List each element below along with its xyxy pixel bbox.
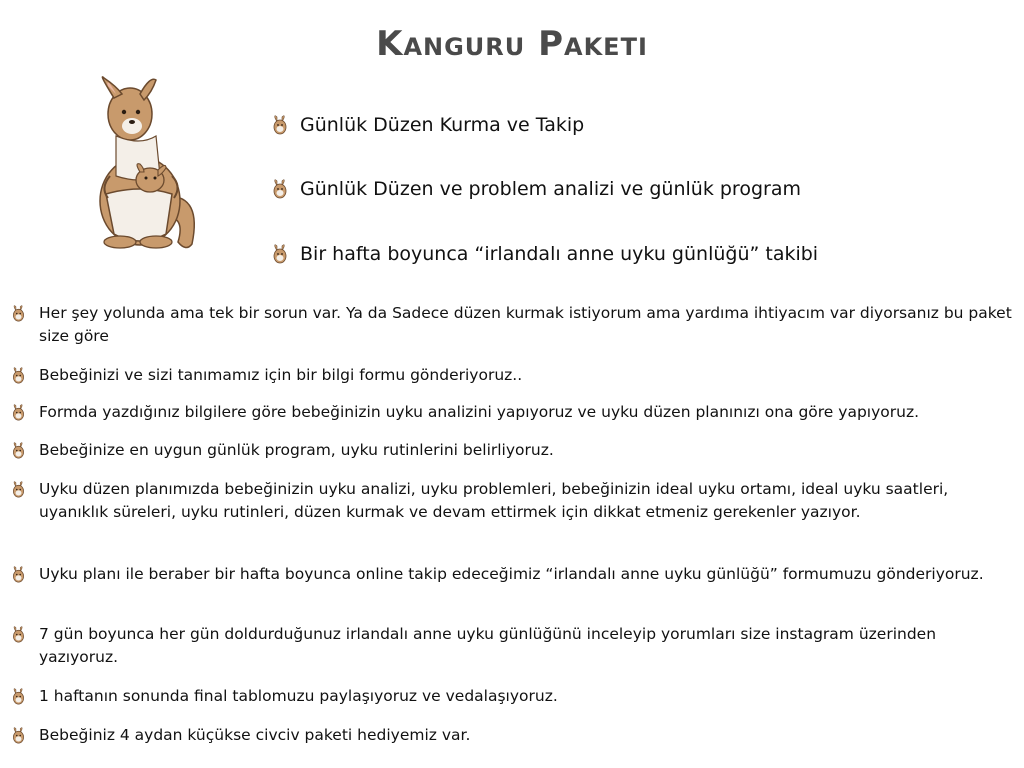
kangaroo-bullet-icon xyxy=(10,481,27,498)
list-item xyxy=(10,623,1018,669)
kangaroo-bullet-icon xyxy=(10,566,27,583)
kangaroo-bullet-icon xyxy=(270,115,290,135)
page-title: Kanguru Paketi xyxy=(376,24,648,64)
highlight-item xyxy=(270,178,801,200)
kangaroo-bullet-icon xyxy=(10,404,27,421)
highlight-text: Günlük Düzen ve problem analizi ve günlük program xyxy=(300,178,801,200)
kangaroo-bullet-icon xyxy=(10,305,27,322)
list-item xyxy=(10,401,1018,424)
list-item xyxy=(10,302,1018,348)
list-item-text: Uyku düzen planımızda bebeğinizin uyku analizi, uyku problemleri, bebeğinizin ideal uyku ortamı, ideal uyku saatleri, uyanıklık süreleri, uyku rutinleri, düzen kurmak ve devam ettirmek için dikkat etmeniz gerekenler yazıyor. xyxy=(39,480,949,521)
list-item-text: 1 haftanın sonunda final tablomuzu paylaşıyoruz ve vedalaşıyoruz. xyxy=(39,687,558,705)
highlight-item xyxy=(270,243,818,265)
kangaroo-illustration xyxy=(80,76,210,254)
list-item xyxy=(10,563,1018,586)
list-item-text: Bebeğinize en uygun günlük program, uyku rutinlerini belirliyoruz. xyxy=(39,441,554,459)
list-item-text: Her şey yolunda ama tek bir sorun var. Ya da Sadece düzen kurmak istiyorum ama yardıma ihtiyacım var diyorsanız bu paket size göre xyxy=(39,304,1012,345)
list-item xyxy=(10,724,1018,747)
kangaroo-bullet-icon xyxy=(10,367,27,384)
kangaroo-bullet-icon xyxy=(10,626,27,643)
highlight-text: Günlük Düzen Kurma ve Takip xyxy=(300,114,585,136)
list-item xyxy=(10,364,1018,387)
list-item xyxy=(10,439,1018,462)
kangaroo-bullet-icon xyxy=(270,244,290,264)
list-item-text: Bebeğinizi ve sizi tanımamız için bir bilgi formu gönderiyoruz.. xyxy=(39,366,523,384)
list-item-text: 7 gün boyunca her gün doldurduğunuz irlandalı anne uyku günlüğünü inceleyip yorumları size instagram üzerinden yazıyoruz. xyxy=(39,625,937,666)
kangaroo-bullet-icon xyxy=(10,688,27,705)
list-item xyxy=(10,685,1018,708)
list-item-text: Formda yazdığınız bilgilere göre bebeğinizin uyku analizini yapıyoruz ve uyku düzen planınızı ona göre yapıyoruz. xyxy=(39,403,920,421)
kangaroo-bullet-icon xyxy=(10,727,27,744)
highlight-text: Bir hafta boyunca “irlandalı anne uyku günlüğü” takibi xyxy=(300,243,819,265)
list-item xyxy=(10,478,1018,524)
kangaroo-bullet-icon xyxy=(10,442,27,459)
kangaroo-bullet-icon xyxy=(270,179,290,199)
highlight-item xyxy=(270,114,584,136)
list-item-text: Uyku planı ile beraber bir hafta boyunca online takip edeceğimiz “irlandalı anne uyku günlüğü” formumuzu gönderiyoruz. xyxy=(39,565,984,583)
list-item-text: Bebeğiniz 4 aydan küçükse civciv paketi hediyemiz var. xyxy=(39,726,471,744)
